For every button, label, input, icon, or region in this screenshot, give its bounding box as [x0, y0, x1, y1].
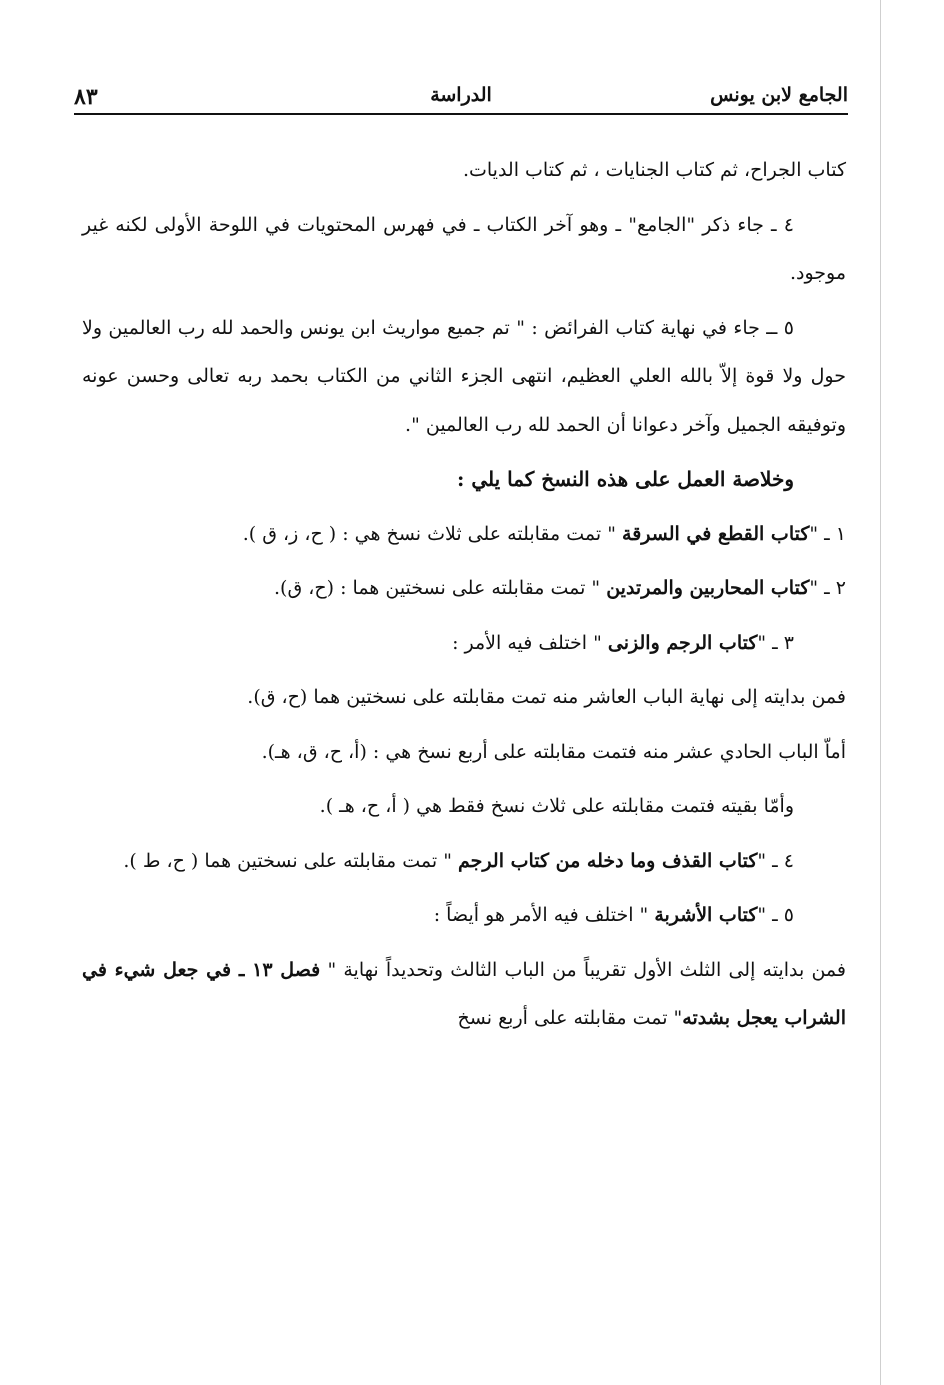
paragraph: ٤ ـ جاء ذكر "الجامع" ـ وهو آخر الكتاب ـ في فهرس المحتويات في اللوحة الأولى لكنه غير موجود.	[82, 213, 846, 284]
chapter-name: فصل ١٣ ـ في جعل شيء في الشراب يعجل بشدته	[82, 958, 846, 1029]
paragraph: كتاب الجراح، ثم كتاب الجنايات ، ثم كتاب الديات.	[462, 159, 846, 181]
item-number: ٥ ـ "	[757, 904, 794, 926]
list-item	[82, 564, 846, 613]
item-number: ٢ ـ "	[809, 577, 846, 599]
running-header	[74, 84, 848, 112]
item-number: ٤ ـ "	[757, 849, 794, 872]
section-subheading: وخلاصة العمل على هذه النسخ كما يلي :	[456, 467, 794, 491]
list-item	[82, 891, 846, 940]
paragraph: فمن بدايته إلى نهاية الباب العاشر منه تمت مقابلته على نسختين هما (ح، ق).	[247, 686, 846, 708]
item-number: ١ ـ "	[809, 522, 846, 545]
page-edge-line	[880, 0, 881, 1385]
item-number: ٣ ـ "	[757, 631, 794, 654]
item-text: " اختلف فيه الأمر :	[452, 631, 602, 654]
item-text: " تمت مقابلته على نسختين هما ( ح، ط ).	[123, 849, 452, 872]
item-text: " تمت مقابلته على أربع نسخ	[457, 1007, 683, 1029]
book-title: الجامع لابن يونس	[710, 84, 848, 106]
page-number: ٨٣	[74, 84, 98, 110]
list-item	[82, 619, 846, 668]
book-name: كتاب القطع في السرقة	[622, 522, 810, 545]
book-name: كتاب القذف وما دخله من كتاب الرجم	[458, 849, 758, 872]
header-rule	[74, 113, 848, 115]
paragraph: ٥ ــ جاء في نهاية كتاب الفرائض : " تم جميع مواريث ابن يونس والحمد لله رب العالمين ولا حول ولا قوة إلاّ بالله العلي العظيم، انتهى الجزء الثاني من الكتاب بحمد ربه تعالى وحسن عونه وتوفيقه الجميل وآخر دعوانا أن الحمد لله رب العالمين ".	[82, 316, 846, 436]
book-name: كتاب الرجم والزنى	[607, 631, 758, 654]
book-name: كتاب المحاربين والمرتدين	[606, 577, 810, 599]
item-text: " تمت مقابلته على نسختين هما : (ح، ق).	[274, 577, 601, 599]
section-title: الدراسة	[430, 84, 492, 106]
item-text: " اختلف فيه الأمر هو أيضاً :	[433, 904, 649, 926]
list-item	[82, 837, 846, 886]
item-text: فمن بدايته إلى الثلث الأول تقريباً من الباب الثالث وتحديداً نهاية "	[327, 958, 846, 981]
paragraph: وأمّا بقيته فتمت مقابلته على ثلاث نسخ فقط هي ( أ، ح، هـ ).	[319, 795, 794, 817]
page-body	[82, 146, 846, 1049]
book-name: كتاب الأشربة	[654, 904, 758, 926]
paragraph	[82, 946, 846, 1043]
paragraph: أماّ الباب الحادي عشر منه فتمت مقابلته على أربع نسخ هي : (أ، ح، ق، هـ).	[261, 740, 846, 763]
list-item	[82, 510, 846, 559]
item-text: " تمت مقابلته على ثلاث نسخ هي : ( ح، ز، ق ).	[242, 522, 616, 545]
